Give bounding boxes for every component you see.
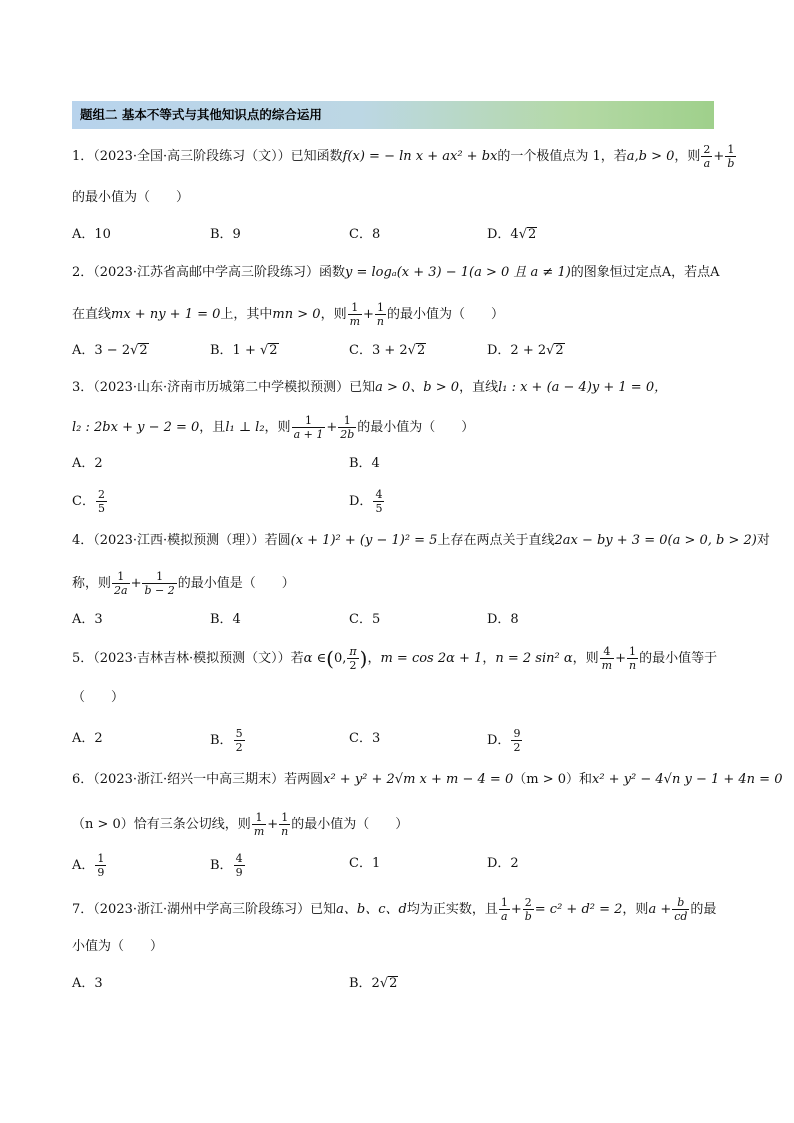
q3-option-c: C． $\frac{2}{5}$ bbox=[72, 488, 105, 515]
question-7-line-1: 7．（2023·浙江·湖州中学高三阶段练习）已知a、b、c、d均为正实数，且 $\frac{1}{a}$ + $\frac{2}{b}$ = c² + d² = 2，则a + $\frac{b}{cd}$ 的最 bbox=[72, 896, 717, 923]
q1-option-b: B．9 bbox=[210, 227, 241, 242]
q4-option-b: B．4 bbox=[210, 612, 241, 627]
q2-option-a: A．3 − 2√2 bbox=[72, 343, 148, 358]
question-2-line-2: 在直线mx + ny + 1 = 0上，其中mn > 0，则 $\frac{1}{m}$ + $\frac{1}{n}$ 的最小值为（ ） bbox=[72, 301, 505, 328]
q6-option-d: D．2 bbox=[487, 856, 519, 871]
section-banner bbox=[72, 101, 714, 129]
question-2-line-1: 2．（2023·江苏省高邮中学高三阶段练习）函数y = logₐ(x + 3) − 1(a > 0 且 a ≠ 1)的图象恒过定点A，若点A bbox=[72, 265, 720, 280]
question-6-line-1: 6．（2023·浙江·绍兴一中高三期末）若两圆x² + y² + 2√m x + m − 4 = 0（m > 0）和x² + y² − 4√n y − 1 + 4n = 0 bbox=[72, 772, 783, 787]
question-1-line-2: 的最小值为（ ） bbox=[72, 190, 190, 205]
question-5-line-2: （ ） bbox=[72, 690, 125, 705]
q3-option-b: B．4 bbox=[349, 456, 380, 471]
question-4-line-2: 称，则 $\frac{1}{2a}$ + $\frac{1}{b - 2}$ 的最小值是（ ） bbox=[72, 570, 295, 597]
q3-option-a: A．2 bbox=[72, 456, 103, 471]
question-1-line-1: 1．（2023·全国·高三阶段练习（文））已知函数f(x) = − ln x + ax² + bx的一个极值点为 1，若a,b > 0，则 $\frac{2}{a}$ + $\frac{1}{b}$ bbox=[72, 143, 735, 170]
q1-option-c: C．8 bbox=[349, 227, 381, 242]
question-3-line-1: 3．（2023·山东·济南市历城第二中学模拟预测）已知a > 0、b > 0，直线l₁ : x + (a − 4)y + 1 = 0， bbox=[72, 380, 668, 395]
question-3-line-2: l₂ : 2bx + y − 2 = 0，且l₁ ⊥ l₂，则 $\frac{1}{a + 1}$ + $\frac{1}{2b}$ 的最小值为（ ） bbox=[72, 414, 475, 441]
q5-option-c: C．3 bbox=[349, 731, 381, 746]
q2-option-b: B．1 + √2 bbox=[210, 343, 278, 358]
question-4-line-1: 4．（2023·江西·模拟预测（理））若圆(x + 1)² + (y − 1)² = 5上存在两点关于直线2ax − by + 3 = 0(a > 0, b > 2)对 bbox=[72, 533, 770, 548]
q7-option-b: B．2√2 bbox=[349, 976, 398, 991]
q1-option-d: D．4√2 bbox=[487, 227, 537, 242]
question-6-line-2: （n > 0）恰有三条公切线，则 $\frac{1}{m}$ + $\frac{1}{n}$ 的最小值为（ ） bbox=[72, 811, 409, 838]
q1-option-a: A．10 bbox=[72, 227, 111, 242]
question-7-line-2: 小值为（ ） bbox=[72, 939, 164, 954]
q2-option-c: C．3 + 2√2 bbox=[349, 343, 426, 358]
q6-option-b: B． $\frac{4}{9}$ bbox=[210, 852, 243, 879]
q6-option-c: C．1 bbox=[349, 856, 381, 871]
q2-option-d: D．2 + 2√2 bbox=[487, 343, 564, 358]
q4-option-c: C．5 bbox=[349, 612, 381, 627]
question-5-line-1: 5．（2023·吉林吉林·模拟预测（文））若α ∈(0, $\frac{\pi}{2}$ )，m = cos 2α + 1，n = 2 sin² α，则 $\frac{4}{m}$ + $\frac{1}{n}$ 的最小值等于 bbox=[72, 645, 718, 672]
q6-option-a: A． $\frac{1}{9}$ bbox=[72, 852, 105, 879]
q3-option-d: D． $\frac{4}{5}$ bbox=[349, 488, 383, 515]
q5-option-d: D． $\frac{9}{2}$ bbox=[487, 727, 521, 754]
q7-option-a: A．3 bbox=[72, 976, 103, 991]
q5-option-a: A．2 bbox=[72, 731, 103, 746]
q4-option-a: A．3 bbox=[72, 612, 103, 627]
q4-option-d: D．8 bbox=[487, 612, 519, 627]
section-title: 题组二 基本不等式与其他知识点的综合运用 bbox=[80, 107, 322, 122]
q5-option-b: B． $\frac{5}{2}$ bbox=[210, 727, 243, 754]
